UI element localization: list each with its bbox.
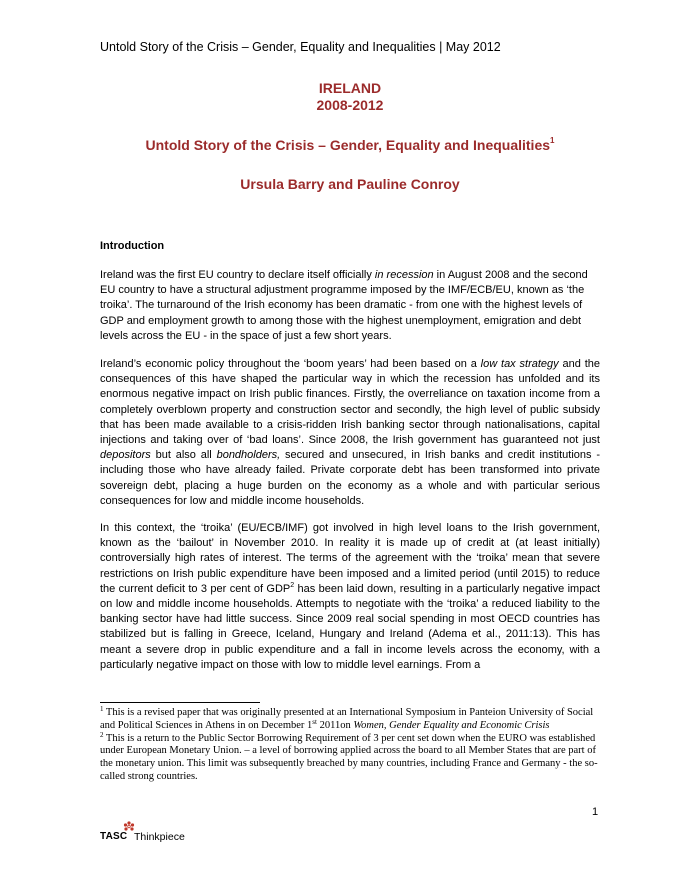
paragraph-2: Ireland’s economic policy throughout the ‘boom years’ had been based on a low tax strategy and the consequences of this have shaped the particular way in which the recession has unfolded and its enormous negative impact on Irish public finances. Firstly, the overreliance on taxation income from a completely overblown property and construction sector and secondly, the high level of public subsidy that has been made available to a crisis-ridden Irish banking sector through nationalisations, capital injections and taking over of ‘bad loans’. Since 2008, the Irish government has guaranteed not just depositors but also all bondholders, secured and unsecured, in Irish banks and credit institutions - including those who have already failed. Private corporate debt has been transformed into private sovereign debt, placing a huge burden on the economy as a whole and with particular serious consequences for low and middle income households.	[100, 358, 600, 507]
authors: Ursula Barry and Pauline Conroy	[240, 176, 460, 192]
paragraph-3: In this context, the ‘troika’ (EU/ECB/IMF) got involved in high level loans to the Irish government, known as the ‘bailout’ in November 2010. In reality it is made up of credit at (at least initially) controversially high rates of interest. The terms of the agreement with the ‘troika’ mean that severe restrictions on Irish public expenditure have been imposed and a limited period (until 2015) to reduce the current deficit to 3 per cent of GDP$^2$ has been laid down, resulting in a particularly negative impact on low and middle income households. Attempts to negotiate with the ‘troika’ a reduced liability to the banking sector have had little success. Since 2009 real social spending in most OECD countries has stabilized but is falling in Greece, Iceland, Hungary and Ireland (Adema et al., 2011:13). This has meant a severe drop in public expenditure and a fall in income levels across the economy, with a particularly negative impact on those with low to middle level earnings. From a	[100, 522, 600, 671]
footnote-separator	[100, 702, 260, 703]
section-heading-introduction: Introduction	[100, 240, 165, 252]
tasc-logo-text: TASC	[100, 831, 128, 842]
paper-title	[100, 137, 600, 154]
page-number: 1	[592, 806, 599, 818]
title-years: 2008-2012	[316, 97, 384, 113]
title-country-years	[100, 80, 600, 114]
paper-title-text: Untold Story of the Crisis – Gender, Equality and Inequalities	[145, 137, 551, 153]
running-header: Untold Story of the Crisis – Gender, Equality and Inequalities | May 2012	[100, 40, 501, 54]
footnote-1: $^1$ This is a revised paper that was originally presented at an International Symposium in Panteion University of Social and Political Sciences in Athens in on December 1st 2011on Women, Gender Equality and Economic Crisis	[100, 705, 594, 731]
footnote-ref-1[interactable]: 1	[550, 136, 555, 145]
footnote-2: $^2$ This is a return to the Public Sector Borrowing Requirement of 3 per cent set down when the EURO was established under European Monetary Union. – a level of borrowing applied across the board to all Member States that are part of the monetary union. This limit was subsequently breached by many countries, including France and Germany - the so-called strong countries.	[100, 730, 598, 782]
footnote-ref-2[interactable]: 2	[290, 581, 295, 589]
tasc-logo	[100, 820, 240, 844]
footnotes	[100, 707, 600, 784]
title-country: IRELAND	[318, 80, 382, 96]
thinkpiece-label: Thinkpiece	[134, 831, 185, 843]
paragraph-1: Ireland was the first EU country to declare itself officially in recession in August 2008 and the second EU country to have a structural adjustment programme imposed by the IMF/ECB/EU, known as ‘the troika’. The turnaround of the Irish economy has been dramatic - from one with the highest levels of GDP and employment growth to among those with the highest unemployment, emigration and debt levels across the EU - in the space of just a few short years.	[100, 269, 588, 342]
